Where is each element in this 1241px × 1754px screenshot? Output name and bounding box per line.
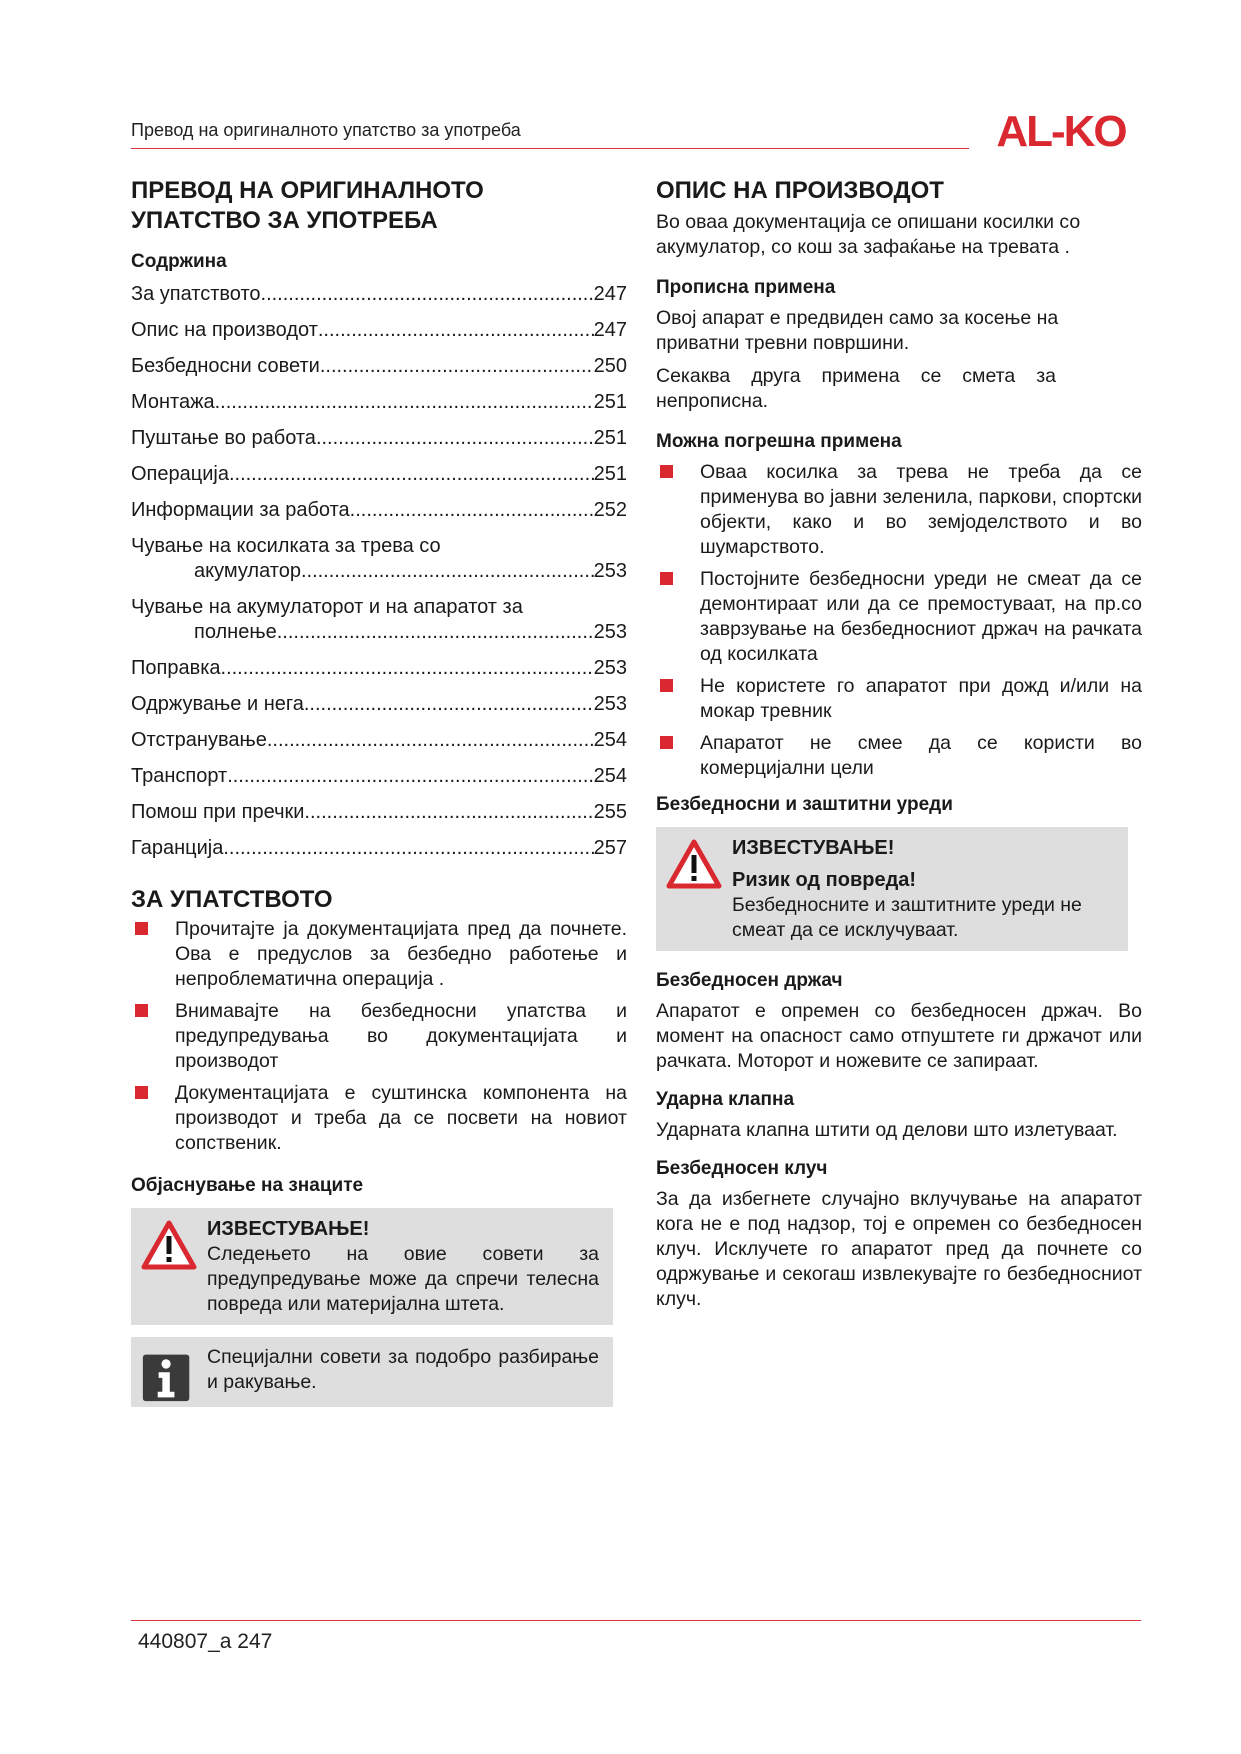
safety-warning-box <box>656 827 1128 951</box>
left-column <box>131 176 627 1407</box>
about-heading: ЗА УПАТСТВОТО <box>131 886 333 913</box>
toc-item[interactable]: Чување на косилката за трева со акумулатор ..... 253 <box>131 534 627 584</box>
safety-warning-title: ИЗВЕСТУВАЊЕ! <box>732 837 895 859</box>
toc-item[interactable]: Безбедносни совети ..... 250 <box>131 354 627 379</box>
toc-item[interactable]: За упатството ..... 247 <box>131 282 627 307</box>
right-column <box>656 176 1142 1312</box>
toc-item[interactable]: Опис на производот ..... 247 <box>131 318 627 343</box>
warning-title: ИЗВЕСТУВАЊЕ! <box>207 1218 370 1240</box>
desc-heading: ОПИС НА ПРОИЗВОДОТ <box>656 177 944 204</box>
warning-text: Следењето на овие совети за предупредување може да спречи телесна повреда или материјална штета. <box>207 1243 599 1315</box>
toc-item[interactable]: Одржување и нега ..... 253 <box>131 692 627 717</box>
square-bullet-icon <box>135 1086 148 1099</box>
toc-item[interactable]: Операција ..... 251 <box>131 462 627 487</box>
list-item: Апаратот не смее да се користи во комерцијални цели <box>656 731 1142 781</box>
toc-item[interactable]: Информации за работа ..... 252 <box>131 498 627 523</box>
safety-heading: Безбедносни и заштитни уреди <box>656 794 953 815</box>
page-header <box>131 106 1141 156</box>
warning-triangle-icon <box>666 839 722 889</box>
key-text: За да избегнете случајно вклучување на апаратот кога не е под надзор, тој е опремен со безбедносен клуч. Исклучете го апаратот пред да почнете со одржување и секогаш извлекувајте го безбедносниот клуч. <box>656 1188 1142 1310</box>
about-list <box>131 917 627 1156</box>
flap-heading: Ударна клапна <box>656 1089 795 1110</box>
table-of-contents <box>131 282 627 861</box>
toc-item[interactable]: Помош при пречки ..... 255 <box>131 800 627 825</box>
handle-heading: Безбедносен држач <box>656 970 843 991</box>
list-item: Оваа косилка за трева не треба да се применува во јавни зеленила, паркови, спортски објекти, како и во земјоделството и во шумарството. <box>656 460 1142 560</box>
toc-item[interactable]: Транспорт ..... 254 <box>131 764 627 789</box>
intended-p2: Секаква друга примена се смета за непрописна. <box>656 365 1056 412</box>
square-bullet-icon <box>660 572 673 585</box>
safety-warning-text: Безбедносните и заштитните уреди не смеат да се исклучуваат. <box>732 894 1082 941</box>
warning-triangle-icon <box>141 1220 197 1270</box>
list-item: Постојните безбедносни уреди не смеат да се демонтираат или да се премостуваат, на пр.со заврзување на безбедносниот држач на рачката од косилката <box>656 567 1142 667</box>
alko-logo <box>981 106 1141 152</box>
intended-p1: Овој апарат е предвиден само за косење на приватни тревни површини. <box>656 307 1059 354</box>
list-item: Не користете го апаратот при дожд и/или на мокар тревник <box>656 674 1142 724</box>
header-title: Превод на оригиналното упатство за употреба <box>131 120 521 140</box>
flap-text: Ударната клапна штити од делови што излетуваат. <box>656 1119 1118 1141</box>
key-heading: Безбедносен клуч <box>656 1158 828 1179</box>
info-icon <box>141 1349 193 1403</box>
info-text: Специјални совети за подобро разбирање и ракување. <box>207 1346 599 1393</box>
misuse-heading: Можна погрешна примена <box>656 431 902 452</box>
handle-text: Апаратот е опремен со безбедносен држач. Во момент на опасност само отпуштете ги држачот или рачката. Моторот и ножевите се запираат. <box>656 1000 1142 1072</box>
toc-item[interactable]: Гаранција ..... 257 <box>131 836 627 861</box>
toc-item[interactable]: Поправка ..... 253 <box>131 656 627 681</box>
warning-box <box>131 1208 613 1325</box>
toc-item[interactable]: Чување на акумулаторот и на апаратот за полнење ..... 253 <box>131 595 627 645</box>
signs-heading: Објаснување на знаците <box>131 1175 364 1196</box>
main-title: ПРЕВОД НА ОРИГИНАЛНОТО УПАТСТВО ЗА УПОТРЕБА <box>131 177 484 234</box>
list-item: Документацијата е суштинска компонента на производот и треба да се посвети на новиот сопственик. <box>131 1081 627 1156</box>
footer-page-number: 440807_a 247 <box>138 1630 273 1653</box>
list-item: Прочитајте ја документацијата пред да почнете. Ова е предуслов за безбедно работење и непроблематична операција . <box>131 917 627 992</box>
desc-text: Во оваа документација се опишани косилки со акумулатор, со кош за зафаќање на тревата . <box>656 211 1081 258</box>
footer-rule <box>131 1620 1141 1621</box>
intended-heading: Прописна примена <box>656 277 836 298</box>
square-bullet-icon <box>660 736 673 749</box>
svg-text:AL-KO: AL-KO <box>996 107 1126 152</box>
toc-item[interactable]: Пуштање во работа ..... 251 <box>131 426 627 451</box>
square-bullet-icon <box>660 465 673 478</box>
square-bullet-icon <box>135 922 148 935</box>
toc-heading: Содржина <box>131 251 227 272</box>
safety-warning-subtitle: Ризик од повреда! <box>732 869 917 891</box>
info-box <box>131 1337 613 1407</box>
square-bullet-icon <box>135 1004 148 1017</box>
toc-item[interactable]: Монтажа ..... 251 <box>131 390 627 415</box>
list-item: Внимавајте на безбедносни упатства и предупредувања во документацијата и производот <box>131 999 627 1074</box>
misuse-list <box>656 460 1142 781</box>
toc-item[interactable]: Отстранување ..... 254 <box>131 728 627 753</box>
square-bullet-icon <box>660 679 673 692</box>
header-rule <box>131 148 969 149</box>
